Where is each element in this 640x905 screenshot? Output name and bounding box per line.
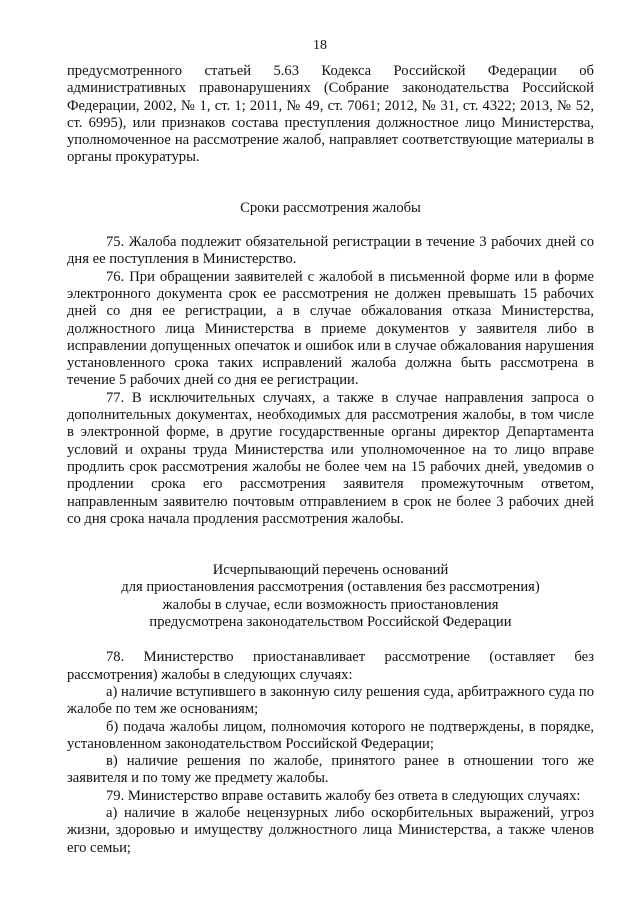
section-heading-review-terms: Сроки рассмотрения жалобы bbox=[240, 199, 421, 216]
list-item-79-a: а) наличие в жалобе нецензурных либо оскорбительных выражений, угроз жизни, здоровью и имуществу должностного лица Министерства, а также членов его семьи; bbox=[67, 804, 594, 856]
heading-line: для приостановления рассмотрения (оставления без рассмотрения) bbox=[121, 579, 540, 596]
paragraph-79: 79. Министерство вправе оставить жалобу без ответа в следующих случаях: bbox=[106, 787, 581, 804]
list-item-78-b: б) подача жалобы лицом, полномочия которого не подтверждены, в порядке, установленном законодательством Российской Федерации; bbox=[67, 718, 594, 752]
list-item-78-a: а) наличие вступившего в законную силу решения суда, арбитражного суда по жалобе по тем же основаниям; bbox=[67, 683, 594, 718]
page-number: 18 bbox=[313, 38, 327, 53]
list-item-78-c: в) наличие решения по жалобе, принятого ранее в отношении того же заявителя и по тому же предмету жалобы. bbox=[67, 753, 594, 787]
heading-line: жалобы в случае, если возможность приостановления bbox=[162, 596, 499, 613]
paragraph-77: 77. В исключительных случаях, а также в случае направления запроса о дополнительных документах, необходимых для рассмотрения жалобы, в том числе в электронной форме, в другие государственные органы директор Департамента условий и охраны труда Министерства или уполномоченное на то лицо вправе продлить срок рассмотрения жалобы не более чем на 15 рабочих дней, уведомив о продлении срока его рассмотрения заявителя промежуточным ответом, направленным заявителю почтовым отправлением в срок не более 3 рабочих дней со дня срока начала продления рассмотрения жалобы. bbox=[67, 389, 594, 527]
section-heading-suspension-grounds bbox=[67, 562, 594, 631]
heading-line: предусмотрена законодательством Российской Федерации bbox=[149, 614, 512, 631]
paragraph-75: 75. Жалоба подлежит обязательной регистрации в течение 3 рабочих дней со дня ее поступления в Министерство. bbox=[67, 234, 594, 268]
paragraph-76: 76. При обращении заявителей с жалобой в письменной форме или в форме электронного документа срок ее рассмотрения не должен превышать 15 рабочих дней со дня ее регистрации, а в случае обжалования отказа Министерства, должностного лица Министерства в приеме документов у заявителя либо в исправлении допущенных опечаток и ошибок или в случае обжалования нарушения установленного срока таких исправлений жалоба должна быть рассмотрена в течение 5 рабочих дней со дня ее регистрации. bbox=[67, 268, 594, 389]
heading-line: Исчерпывающий перечень оснований bbox=[212, 562, 449, 579]
page-content bbox=[67, 63, 594, 857]
paragraph-78: 78. Министерство приостанавливает рассмотрение (оставляет без рассмотрения) жалобы в следующих случаях: bbox=[67, 649, 594, 683]
intro-paragraph: предусмотренного статьей 5.63 Кодекса Российской Федерации об административных правонарушениях (Собрание законодательства Российской Федерации, 2002, № 1, ст. 1; 2011, № 49, ст. 7061; 2012, № 31, ст. 4322; 2013, № 52, ст. 6995), или признаков состава преступления должностное лицо Министерства, уполномоченное на рассмотрение жалоб, направляет соответствующие материалы в органы прокуратуры. bbox=[67, 63, 594, 166]
